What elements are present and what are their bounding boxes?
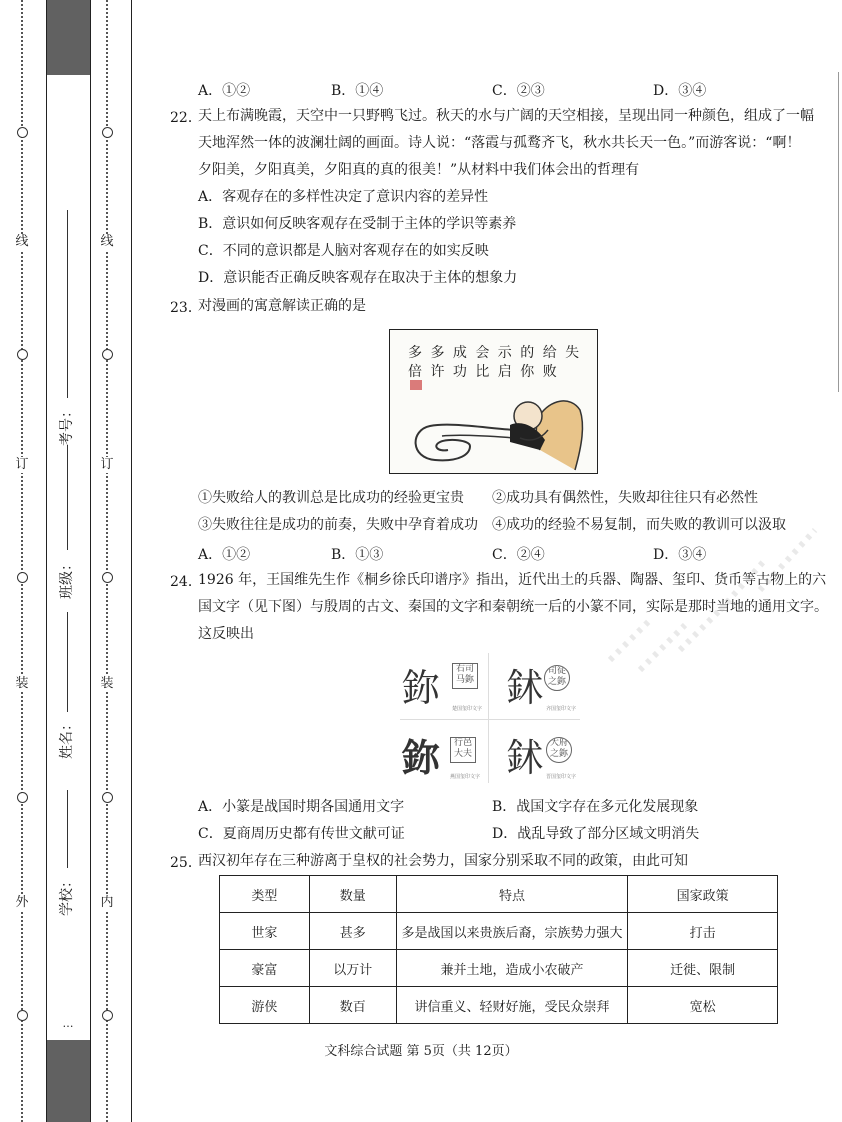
question-number: 22． [170,110,202,126]
policy-table [219,875,778,1024]
page-footer: 文科综合试题 第 5页（共 12页） [324,1044,518,1059]
option-a[interactable]: A．客观存在的多样性决定了意识内容的差异性 [198,189,489,205]
option-d[interactable]: D．③④ [653,83,707,99]
table-cell: 豪富 [220,950,310,987]
margin-char-bind: 订 [100,457,114,472]
cartoon-image [389,329,598,474]
table-header-cell: 特点 [396,876,628,913]
cartoon-drawing [390,330,597,473]
seal-caption: 燕国玺印文字 [450,774,481,780]
school-field[interactable] [67,790,68,868]
table-cell: 以万计 [309,950,396,987]
margin-char-inner: 内 [100,895,114,910]
margin-char-install: 装 [15,676,29,691]
seal-glyph: 鉥 [506,736,545,780]
watermark [590,500,830,700]
margin-char-install: 装 [100,676,114,691]
margin-border-outer [131,0,132,1122]
seal-caption: 齐国玺印文字 [546,706,577,712]
margin-circle [102,1010,113,1021]
table-cell: 数百 [309,987,396,1024]
margin-circle [102,572,113,583]
table-row [220,913,778,950]
option-b[interactable]: B．①④ [331,83,384,99]
cartoon-caption: 多 多 成 会 示 的 给 失 [408,345,582,361]
margin-circle [102,349,113,360]
table-cell: 迁徙、限制 [628,950,778,987]
margin-char-line: 线 [15,234,29,249]
question-stem: 对漫画的寓意解读正确的是 [198,298,366,314]
seal-script-figure [400,653,580,783]
table-row [220,950,778,987]
option-a[interactable]: A．小篆是战国时期各国通用文字 [198,799,405,815]
inner-dotted-line [106,0,108,1122]
seal-glyph: 鉨 [402,666,441,710]
margin-circle [102,127,113,138]
seal-glyph: 鉥 [506,666,545,710]
margin-circle [17,792,28,803]
table-row [220,987,778,1024]
name-field[interactable] [67,612,68,712]
exam-number-field[interactable] [67,210,68,398]
table-cell: 宽松 [628,987,778,1024]
question-stem-line: 这反映出 [198,626,254,642]
question-stem-line: 夕阳美，夕阳真美，夕阳真的真的很美！”从材料中我们体会出的哲理有 [198,162,640,178]
table-cell: 讲信重义、轻财好施，受民众崇拜 [396,987,628,1024]
exam-number-label: 考号： [59,404,75,446]
class-label: 班级： [59,557,75,599]
margin-char-line: 线 [100,234,114,249]
margin-border-left [46,0,47,1122]
option-a[interactable]: A．①② [198,83,251,99]
option-c[interactable]: C．不同的意识都是人脑对客观存在的如实反映 [198,243,489,259]
question-number: 25． [170,855,202,871]
table-cell: 多是战国以来贵族后裔，宗族势力强大 [396,913,628,950]
statement-4: ④成功的经验不易复制，而失败的教训可以汲取 [492,517,786,533]
question-stem-line: 天地浑然一体的波澜壮阔的画面。诗人说：“落霞与孤鹜齐飞，秋水共长天一色。”而游客说：“啊！ [198,135,801,151]
margin-ellipsis: … [62,1017,74,1030]
seal-stamp: 右司马鉨 [452,663,478,689]
right-margin-rule [838,72,839,392]
margin-char-bind: 订 [15,457,29,472]
table-header-cell: 国家政策 [628,876,778,913]
option-d[interactable]: D．意识能否正确反映客观存在取决于主体的想象力 [198,270,518,286]
margin-border-right [90,0,91,1122]
table-cell: 甚多 [309,913,396,950]
question-number: 24． [170,574,202,590]
question-stem-line: 国文字（见下图）与殷周的古文、秦国的文字和秦朝统一后的小篆不同，实际是那时当地的通用文字。 [198,599,828,615]
table-cell: 兼并土地，造成小农破产 [396,950,628,987]
option-b[interactable]: B．战国文字存在多元化发展现象 [492,799,699,815]
table-header-row [220,876,778,913]
statement-2: ②成功具有偶然性，失败却往往只有必然性 [492,490,758,506]
margin-circle [17,349,28,360]
class-field[interactable] [67,445,68,550]
margin-gray-block-top [47,0,90,75]
margin-circle [102,792,113,803]
table-cell: 游侠 [220,987,310,1024]
seal-caption: 晋国玺印文字 [546,774,577,780]
option-b[interactable]: B．①③ [331,547,384,563]
option-a[interactable]: A．①② [198,547,251,563]
school-label: 学校： [59,874,75,916]
option-c[interactable]: C．②③ [492,83,545,99]
statement-3: ③失败往往是成功的前奏，失败中孕育着成功 [198,517,478,533]
seal-glyph: 鉨 [402,735,441,780]
seal-stamp: 司徒之鉨 [544,665,570,691]
option-d[interactable]: D．③④ [653,547,707,563]
option-d[interactable]: D．战乱导致了部分区域文明消失 [492,826,700,842]
cartoon-caption: 倍 许 功 比 启 你 败 [408,364,559,380]
question-stem-line: 天上布满晚霞，天空中一只野鸭飞过。秋天的水与广阔的天空相接，呈现出同一种颜色，组成了一幅 [198,108,814,124]
question-stem-line: 1926 年，王国维先生作《桐乡徐氏印谱序》指出，近代出土的兵器、陶器、玺印、货币等古物上的六 [198,572,827,588]
option-c[interactable]: C．②④ [492,547,545,563]
margin-char-outer: 外 [15,895,29,910]
statement-1: ①失败给人的教训总是比成功的经验更宝贵 [198,490,464,506]
margin-circle [17,572,28,583]
option-b[interactable]: B．意识如何反映客观存在受制于主体的学识等素养 [198,216,517,232]
question-number: 23． [170,300,202,316]
outer-dotted-line [21,0,23,1122]
seal-stamp: 行邑大夫 [450,737,476,763]
table-header-cell: 数量 [309,876,396,913]
table-cell: 打击 [628,913,778,950]
margin-circle [17,1010,28,1021]
table-cell: 世家 [220,913,310,950]
seal-caption: 楚国玺印文字 [452,706,483,712]
table-header-cell: 类型 [220,876,310,913]
question-stem: 西汉初年存在三种游离于皇权的社会势力，国家分别采取不同的政策，由此可知 [198,853,688,869]
seal-stamp: 大府之鉨 [546,737,572,763]
name-label: 姓名： [59,717,75,759]
margin-circle [17,127,28,138]
option-c[interactable]: C．夏商周历史都有传世文献可证 [198,826,405,842]
